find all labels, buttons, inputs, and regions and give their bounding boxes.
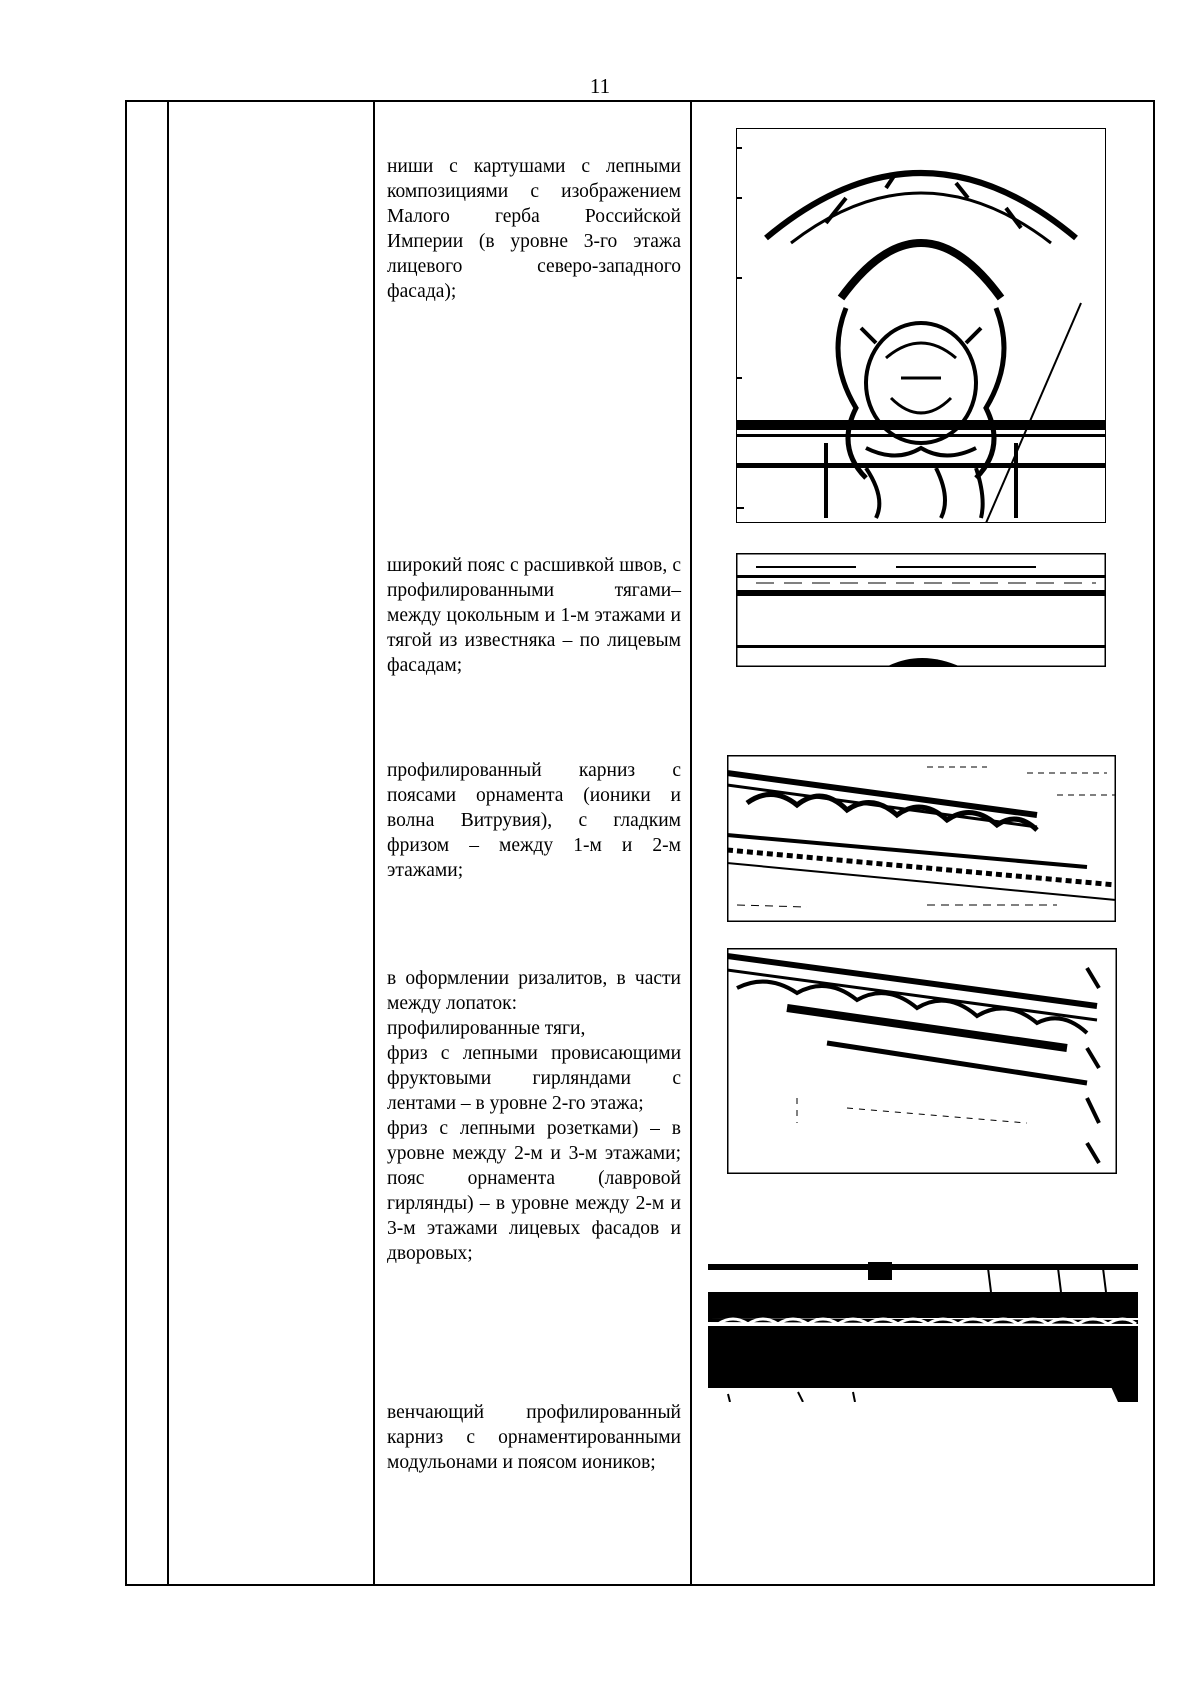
table-column-divider-3	[690, 101, 692, 1586]
table-border-right	[1153, 101, 1155, 1586]
coat-of-arms-niche-photo	[736, 128, 1106, 523]
table-bottom-border	[125, 1584, 1155, 1586]
description-text: фриз с лепными провисающими фруктовыми гирляндами с лентами – в уровне 2-го этажа;	[387, 1043, 681, 1114]
description-text: в оформлении ризалитов, в части между лопаток:	[387, 968, 681, 1014]
description-crowning-cornice	[387, 1400, 681, 1475]
description-text: профилированные тяги,	[387, 1018, 586, 1039]
table-column-divider-1	[167, 101, 169, 1586]
description-profiled-cornice	[387, 758, 681, 883]
profiled-cornice-photo	[727, 755, 1116, 922]
description-text: профилированный карниз с поясами орнамента (ионики и волна Витрувия), с гладким фризом – между 1-м и 2-м этажами;	[387, 760, 681, 881]
garland-frieze-photo	[727, 948, 1117, 1174]
description-rusticated-belt	[387, 553, 681, 678]
table-column-divider-2	[373, 101, 375, 1586]
description-coat-of-arms-niche	[387, 154, 681, 304]
rusticated-belt-photo	[736, 553, 1106, 667]
table-border-left	[125, 101, 127, 1586]
description-text: ниши с картушами с лепными композициями с изображением Малого герба Российской Империи (в уровне 3-го этажа лицевого северо-западного фасада);	[387, 156, 681, 302]
description-text: широкий пояс с расшивкой швов, с профилированными тягами– между цокольным и 1-м этажами и тягой из известняка – по лицевым фасадам;	[387, 555, 681, 676]
description-risalits	[387, 966, 681, 1266]
laurel-belt-photo	[708, 1262, 1138, 1402]
description-text: фриз с лепными розетками) – в уровне между 2-м и 3-м этажами; пояс орнамента (лавровой гирлянды) – в уровне между 2-м и 3-м этажами лицевых фасадов и дворовых;	[387, 1118, 681, 1264]
description-text: венчающий профилированный карниз с орнаментированными модульонами и поясом иоников;	[387, 1402, 681, 1473]
page-number: 11	[589, 74, 611, 98]
table-top-border	[125, 100, 1155, 102]
